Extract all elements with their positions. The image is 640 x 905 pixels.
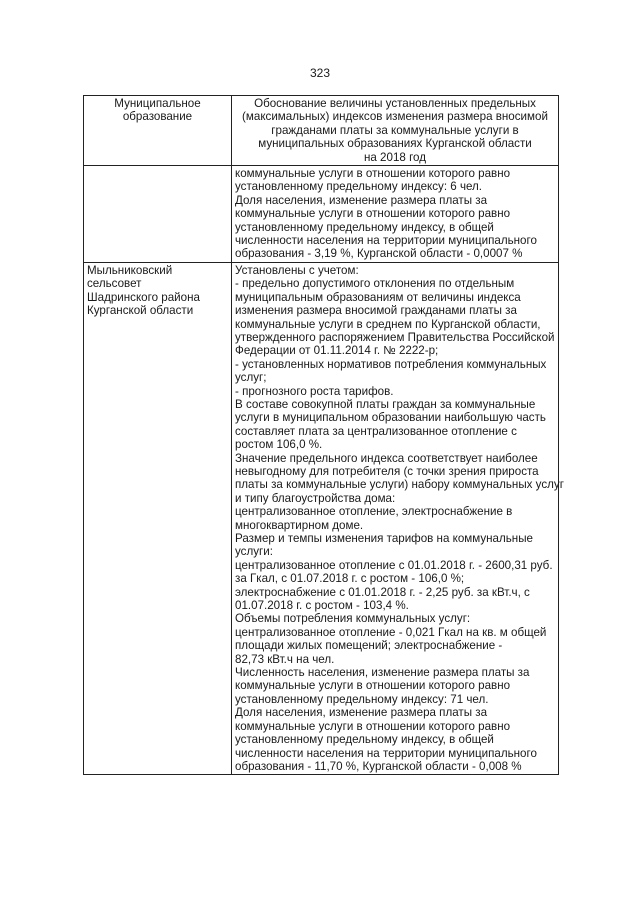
text-line: площади жилых помещений; электроснабжение - bbox=[235, 639, 503, 653]
text-line: Объемы потребления коммунальных услуг: bbox=[235, 612, 471, 626]
municipality-cell bbox=[84, 262, 232, 774]
text-line: утвержденного распоряжением Правительства Российской bbox=[235, 330, 555, 344]
text-line: коммунальные услуги в отношении которого равно bbox=[235, 207, 511, 221]
text-line: образование bbox=[122, 110, 193, 124]
text-line: Размер и темпы изменения тарифов на коммунальные bbox=[235, 532, 533, 545]
text-line: Федерации от 01.11.2014 г. № 2222-р; bbox=[235, 344, 439, 358]
text-line: коммунальные услуги в отношении которого равно bbox=[235, 719, 511, 733]
justification-cell bbox=[232, 166, 559, 263]
text-line: - прогнозного роста тарифов. bbox=[235, 384, 394, 398]
text-line: Шадринского района bbox=[87, 290, 200, 304]
text-line: коммунальные услуги в отношении которого равно bbox=[235, 679, 511, 693]
text-line: электроснабжение с 01.01.2018 г. - 2,25 руб. за кВт.ч, с bbox=[235, 585, 530, 599]
text-line: сельсовет bbox=[87, 277, 142, 291]
text-line: 01.07.2018 г. с ростом - 103,4 %. bbox=[235, 599, 409, 613]
header-justification bbox=[232, 96, 559, 166]
text-line: централизованное отопление - 0,021 Гкал на кв. м общей bbox=[235, 625, 547, 639]
text-line: составляет плата за централизованное отопление с bbox=[235, 424, 517, 438]
text-line: (максимальных) индексов изменения размера вносимой bbox=[242, 110, 548, 124]
tariff-justification-table bbox=[83, 95, 564, 775]
text-line: многоквартирном доме. bbox=[235, 518, 364, 532]
text-line: Доля населения, изменение размера платы за bbox=[235, 706, 488, 720]
header-municipality bbox=[84, 96, 232, 166]
text-line: невыгодному для потребителя (с точки зрения прироста bbox=[235, 464, 539, 478]
text-line: установленному предельному индексу, в общей bbox=[235, 733, 494, 747]
text-line: услуг; bbox=[235, 371, 267, 385]
text-line: Численность населения, изменение размера платы за bbox=[235, 666, 530, 680]
text-line: на 2018 год bbox=[363, 150, 427, 164]
text-line: установленному предельному индексу: 6 чел. bbox=[235, 180, 483, 194]
text-line: Значение предельного индекса соответствует наиболее bbox=[235, 451, 538, 465]
table-header-row bbox=[84, 96, 559, 166]
text-line: платы за коммунальные услуги) набору коммунальных услуг bbox=[235, 478, 564, 492]
text-line: - установленных нормативов потребления коммунальных bbox=[235, 357, 547, 371]
text-line: Доля населения, изменение размера платы за bbox=[235, 193, 488, 207]
text-line: коммунальные услуги в среднем по Курганской области, bbox=[235, 317, 541, 331]
text-line: установленному предельному индексу: 71 чел. bbox=[235, 692, 489, 706]
table-row bbox=[84, 166, 559, 263]
justification-cell bbox=[232, 262, 564, 774]
text-line: изменения размера вносимой гражданами платы за bbox=[235, 304, 517, 318]
text-line: образования - 11,70 %, Курганской области - 0,008 % bbox=[235, 759, 522, 773]
text-line: коммунальные услуги в отношении которого равно bbox=[235, 167, 511, 181]
text-line: за Гкал, с 01.07.2018 г. с ростом - 106,0 %; bbox=[235, 572, 465, 586]
table-row bbox=[84, 262, 559, 774]
text-line: ростом 106,0 %. bbox=[235, 438, 323, 452]
text-line: Муниципальное bbox=[114, 97, 201, 110]
text-line: Обоснование величины установленных предельных bbox=[254, 97, 536, 110]
text-line: В составе совокупной платы граждан за коммунальные bbox=[235, 397, 536, 411]
text-line: централизованное отопление, электроснабжение в bbox=[235, 505, 513, 519]
text-line: образования - 3,19 %, Курганской области - 0,0007 % bbox=[235, 247, 523, 261]
text-line: численности населения на территории муниципального bbox=[235, 234, 537, 248]
text-line: численности населения на территории муниципального bbox=[235, 746, 537, 760]
text-line: услуги: bbox=[235, 545, 273, 559]
text-line: Курганской области bbox=[87, 304, 194, 318]
text-line: - предельно допустимого отклонения по отдельным bbox=[235, 277, 515, 291]
text-line: муниципальных образованиях Курганской области bbox=[258, 137, 532, 151]
text-line: муниципальным образованиям от величины индекса bbox=[235, 290, 521, 304]
text-line: услуги в муниципальном образовании наибольшую часть bbox=[235, 411, 546, 425]
text-line: Мыльниковский bbox=[87, 263, 173, 277]
page-number: 323 bbox=[309, 66, 331, 80]
text-line: установленному предельному индексу, в общей bbox=[235, 220, 494, 234]
text-line: Установлены с учетом: bbox=[235, 263, 359, 277]
text-line: и типу благоустройства дома: bbox=[235, 491, 396, 505]
text-line: 82,73 кВт.ч на чел. bbox=[235, 652, 335, 666]
municipality-cell bbox=[84, 166, 232, 263]
text-line: централизованное отопление с 01.01.2018 г. - 2600,31 руб. bbox=[235, 558, 553, 572]
text-line: гражданами платы за коммунальные услуги в bbox=[271, 123, 519, 137]
